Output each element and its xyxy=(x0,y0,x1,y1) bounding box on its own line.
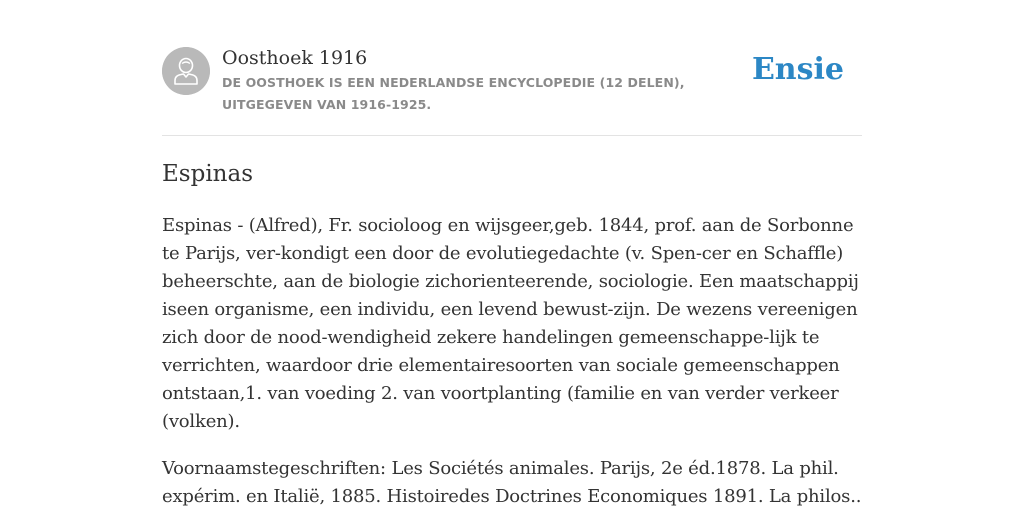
article-paragraph: Espinas - (Alfred), Fr. socioloog en wijsgeer,geb. 1844, prof. aan de Sorbonne te Parijs, ver-kondigt een door de evolutiegedachte (v. Spen-cer en Schaffle) beheerschte, aan de biologie zichorienteerende, sociologie. Een maatschappij iseen organisme, een individu, een levend bewust-zijn. De wezens vereenigen zich door de nood-wendigheid zekere handelingen gemeenschappe-lijk te verrichten, waardoor drie elementairesoorten van sociale gemeenschappen ontstaan,1. van voeding 2. van voortplanting (familie en van verder verkeer (volken). xyxy=(162,215,859,432)
source-info xyxy=(222,45,762,116)
source-title[interactable]: Oosthoek 1916 xyxy=(222,47,368,69)
content-container xyxy=(162,0,862,507)
article-paragraph: Voornaamstegeschriften: Les Sociétés animales. Parijs, 2e éd.1878. La phil. expérim. en Italië, 1885. Histoiredes Doctrines Economiques 1891. La philos.. xyxy=(162,458,862,507)
source-header xyxy=(162,0,862,136)
article-body xyxy=(162,212,862,512)
article-title: Espinas xyxy=(162,161,254,187)
brand-logo[interactable]: Ensie xyxy=(751,52,844,87)
user-placeholder-icon[interactable] xyxy=(162,47,210,95)
source-description: DE OOSTHOEK IS EEN NEDERLANDSE ENCYCLOPEDIE (12 DELEN), UITGEGEVEN VAN 1916-1925. xyxy=(222,75,685,112)
